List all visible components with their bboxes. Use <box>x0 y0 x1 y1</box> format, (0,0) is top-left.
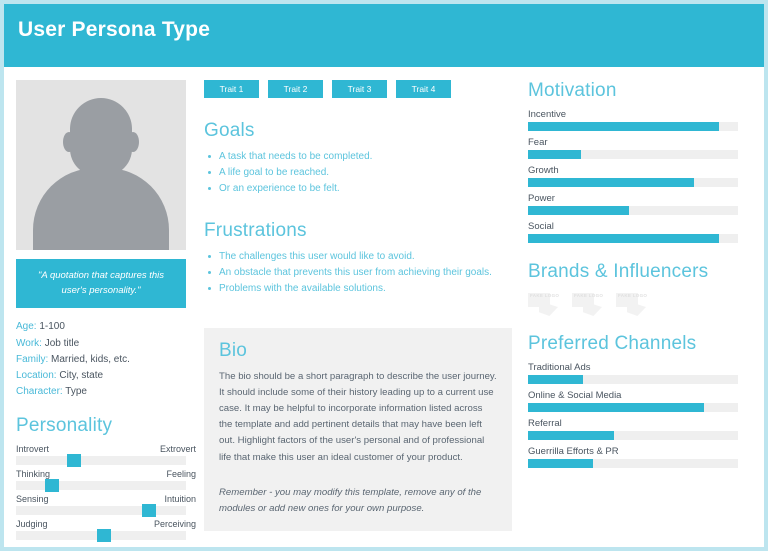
bar-label: Guerrilla Efforts & PR <box>528 446 619 457</box>
attribute-value: Married, kids, etc. <box>48 353 130 365</box>
personality-slider[interactable] <box>16 506 186 515</box>
attribute-label: Location: <box>16 370 57 381</box>
trait-pill[interactable]: Trait 2 <box>268 80 323 98</box>
bar-row <box>528 193 752 215</box>
personality-label-left: Sensing <box>16 494 49 505</box>
personality-row <box>16 469 196 490</box>
attribute-row <box>16 319 196 335</box>
bio-heading: Bio <box>219 340 248 361</box>
personality-label-right: Perceiving <box>153 519 196 530</box>
bio-panel <box>204 328 512 531</box>
bar-row <box>528 109 752 131</box>
personality-label-left: Thinking <box>16 469 51 480</box>
personality-heading: Personality <box>16 415 113 437</box>
personality-row <box>16 444 196 465</box>
left-column <box>16 80 196 544</box>
bar-fill <box>528 431 614 440</box>
logo-label: FAKE LOGO <box>530 293 560 298</box>
bio-body: The bio should be a short paragraph to describe the user journey. It should include some of their history leading up to a current use case. It may be helpful to incorporate information listed across the template and add pertinent details that may have been left out. Highlight factors of the user's personal and of professional life that make this user an ideal customer of your product. <box>219 371 497 463</box>
brand-logo-placeholder-icon <box>572 293 605 319</box>
trait-pill[interactable]: Trait 4 <box>396 80 451 98</box>
bar-row <box>528 390 752 412</box>
bar-label: Online & Social Media <box>528 390 622 401</box>
avatar <box>16 80 186 250</box>
bar-row <box>528 221 752 243</box>
motivation-heading: Motivation <box>528 80 617 101</box>
right-column <box>528 80 752 474</box>
bar-fill <box>528 375 583 384</box>
goals-section <box>204 120 514 198</box>
channels-section <box>528 333 752 468</box>
attribute-row <box>16 384 196 400</box>
frustrations-list <box>204 249 514 298</box>
motivation-bars <box>528 109 752 243</box>
bar-fill <box>528 150 581 159</box>
attribute-value: City, state <box>56 370 104 381</box>
bar-fill <box>528 403 704 412</box>
attribute-row <box>16 368 196 384</box>
bar-label: Referral <box>528 418 562 429</box>
logo-label: FAKE LOGO <box>574 293 604 298</box>
brands-section <box>528 261 752 319</box>
personality-section <box>16 415 196 540</box>
brand-logo-placeholder-icon <box>616 293 649 319</box>
bio-note: Remember - you may modify this template, remove any of the modules or add new ones for your own purpose. <box>219 486 482 514</box>
bar-track <box>528 122 738 131</box>
attribute-value: 1-100 <box>36 321 65 333</box>
trait-pill[interactable]: Trait 3 <box>332 80 387 98</box>
bar-track <box>528 459 738 468</box>
attribute-label: Character: <box>16 386 63 398</box>
bar-fill <box>528 178 694 187</box>
attribute-list <box>16 319 196 400</box>
list-item: Or an experience to be felt. <box>219 181 514 197</box>
bar-label: Power <box>528 193 555 204</box>
channel-bars <box>528 362 752 468</box>
channels-heading: Preferred Channels <box>528 333 697 354</box>
bar-track <box>528 178 738 187</box>
bar-row <box>528 137 752 159</box>
attribute-row <box>16 352 196 368</box>
personality-label-right: Feeling <box>166 469 196 480</box>
goals-list <box>204 149 514 198</box>
personality-slider[interactable] <box>16 456 186 465</box>
personality-row-labels <box>16 444 196 454</box>
bar-track <box>528 150 738 159</box>
middle-column <box>204 80 514 297</box>
bar-fill <box>528 206 629 215</box>
slider-handle[interactable] <box>45 479 59 492</box>
page-header <box>4 4 764 67</box>
personality-label-left: Judging <box>16 519 48 530</box>
list-item: A task that needs to be completed. <box>219 149 514 165</box>
bar-fill <box>528 459 593 468</box>
bar-track <box>528 375 738 384</box>
bar-label: Incentive <box>528 109 567 120</box>
list-item: Problems with the available solutions. <box>219 281 514 297</box>
brands-heading: Brands & Influencers <box>528 261 709 282</box>
bar-fill <box>528 234 719 243</box>
bar-track <box>528 206 738 215</box>
attribute-label: Age: <box>16 321 37 333</box>
personality-row <box>16 494 196 515</box>
brand-logo-placeholder-icon <box>528 293 561 319</box>
personality-slider[interactable] <box>16 531 186 540</box>
personality-label-right: Intuition <box>164 494 196 505</box>
bar-row <box>528 418 752 440</box>
avatar-head <box>70 98 132 176</box>
personality-slider[interactable] <box>16 481 186 490</box>
page-title: User Persona Type <box>18 18 211 41</box>
attribute-value: Type <box>62 386 87 398</box>
personality-row-labels <box>16 494 196 504</box>
persona-quote: "A quotation that captures this user's personality." <box>16 259 186 308</box>
bar-label: Growth <box>528 165 559 176</box>
list-item: An obstacle that prevents this user from achieving their goals. <box>219 265 514 281</box>
bar-row <box>528 362 752 384</box>
bar-label: Traditional Ads <box>528 362 591 373</box>
bar-row <box>528 446 752 468</box>
personality-label-right: Extrovert <box>159 444 196 455</box>
bar-track <box>528 234 738 243</box>
personality-label-left: Introvert <box>16 444 50 455</box>
slider-handle[interactable] <box>97 529 111 542</box>
list-item: A life goal to be reached. <box>219 165 514 181</box>
attribute-label: Family: <box>16 353 49 365</box>
personality-row-labels <box>16 519 196 529</box>
personality-row-labels <box>16 469 196 479</box>
slider-handle[interactable] <box>142 504 156 517</box>
personality-sliders <box>16 444 196 540</box>
goals-heading: Goals <box>204 120 255 141</box>
bar-label: Social <box>528 221 554 232</box>
slider-handle[interactable] <box>67 454 81 467</box>
bar-track <box>528 431 738 440</box>
avatar-body <box>33 168 169 250</box>
attribute-label: Work: <box>16 337 42 349</box>
bar-label: Fear <box>528 137 548 148</box>
logo-label: FAKE LOGO <box>618 293 648 298</box>
frustrations-section <box>204 220 514 298</box>
bar-fill <box>528 122 719 131</box>
list-item: The challenges this user would like to avoid. <box>219 249 514 265</box>
bar-track <box>528 403 738 412</box>
frustrations-heading: Frustrations <box>204 219 307 241</box>
trait-pill[interactable]: Trait 1 <box>204 80 259 98</box>
attribute-value: Job title <box>41 337 80 349</box>
personality-row <box>16 519 196 540</box>
trait-pill-group <box>204 80 514 98</box>
bar-row <box>528 165 752 187</box>
motivation-section <box>528 80 752 243</box>
attribute-row <box>16 336 196 352</box>
brand-logo-group <box>528 293 752 319</box>
